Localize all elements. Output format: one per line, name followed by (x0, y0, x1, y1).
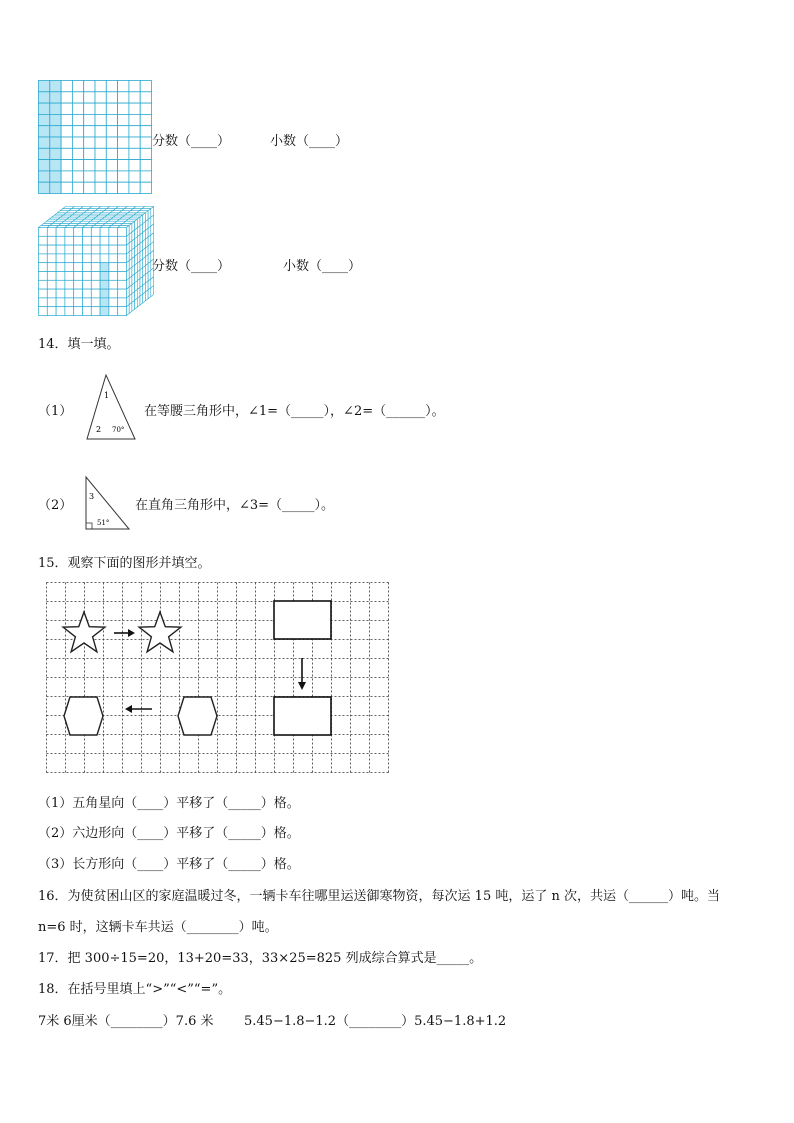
cube-front-cell (56, 245, 65, 254)
cube-front-cell (83, 289, 92, 298)
grid-cell (50, 148, 61, 159)
cube-front-cell (47, 254, 56, 263)
q18-item-2: 5.45−1.8−1.2（________）5.45−1.8+1.2 (244, 1014, 507, 1029)
cube-front-cell (47, 263, 56, 272)
grid-cell (72, 171, 83, 182)
cube-front-cell (56, 254, 65, 263)
cube-front-cell (118, 280, 127, 289)
grid-cell (39, 148, 50, 159)
grid-cell (129, 137, 140, 148)
q14-part1-text: 在等腰三角形中，∠1=（_____），∠2=（______）。 (144, 404, 445, 419)
cube-front-cell (118, 228, 127, 237)
rectangle-original (274, 601, 331, 639)
cube-front-cell (65, 245, 74, 254)
cube-front-cell (118, 236, 127, 245)
translation-grid-figure (46, 582, 389, 773)
cube-side-cell (135, 298, 138, 309)
cube-front-cell (47, 272, 56, 281)
grid-cell (140, 171, 151, 182)
cube-front-cell (100, 280, 109, 289)
cube-front-cell (109, 245, 118, 254)
cube-front-cell (83, 280, 92, 289)
q15-line-1: （1）五角星向（____）平移了（_____）格。 (38, 796, 300, 811)
cube-front-cell (39, 254, 48, 263)
cube-front-cell (100, 307, 109, 316)
grid-cell (72, 160, 83, 171)
cube-side-cell (145, 290, 148, 301)
grid-cell (72, 103, 83, 114)
cube-side-cell (148, 288, 151, 299)
cube-front-cell (74, 263, 83, 272)
grid-cell (61, 148, 72, 159)
star-translated (139, 612, 181, 652)
grid-cell (129, 103, 140, 114)
cube-side-cell (129, 303, 132, 314)
cube-front-cell (100, 263, 109, 272)
cube-front-cell (83, 254, 92, 263)
cube-front-cell (74, 245, 83, 254)
q16-line-2: n=6 时，这辆卡车共运（________）吨。 (38, 920, 278, 935)
grid-cell (61, 81, 72, 92)
grid-cell (129, 148, 140, 159)
cube-front-cell (56, 236, 65, 245)
q17-text: 17．把 300÷15=20，13+20=33，33×25=825 列成综合算式是_____。 (38, 951, 483, 966)
grid-cell (106, 160, 117, 171)
cube-side-cell (151, 286, 154, 297)
cube-front-cell (65, 236, 74, 245)
grid-cell (118, 103, 129, 114)
grid-cell (61, 137, 72, 148)
grid-cell (72, 81, 83, 92)
cube-front-cell (118, 254, 127, 263)
cube-front-cell (39, 263, 48, 272)
right-triangle-figure (84, 476, 130, 530)
cube-front-cell (47, 307, 56, 316)
cube-front-cell (100, 298, 109, 307)
grid-cell (61, 126, 72, 137)
grid-cell (61, 92, 72, 103)
cube-front-cell (65, 280, 74, 289)
grid-cell (50, 137, 61, 148)
grid-cell (118, 92, 129, 103)
grid-cell (118, 126, 129, 137)
grid-cell (84, 126, 95, 137)
left-arrow-head (125, 705, 132, 713)
angle-3-label: 3 (89, 492, 95, 501)
grid-cell (39, 182, 50, 193)
cube-front-cell (91, 263, 100, 272)
thousand-cube-figure (38, 205, 152, 321)
grid-cell (140, 103, 151, 114)
grid-cell (129, 182, 140, 193)
cube-side-cell (127, 305, 130, 316)
grid-cell (118, 114, 129, 125)
grid-cell (106, 81, 117, 92)
grid-cell (50, 114, 61, 125)
q16-line-1: 16．为使贫困山区的家庭温暖过冬，一辆卡车往哪里运送御寒物资，每次运 15 吨，运了 n 次，共运（______）吨。当 (38, 889, 720, 904)
cube-front-cell (83, 272, 92, 281)
grid-cell (129, 160, 140, 171)
cube-front-cell (118, 289, 127, 298)
cube-front-cell (91, 289, 100, 298)
angle-51-label: 51° (97, 519, 110, 527)
cube-front-cell (100, 245, 109, 254)
grid-cell (118, 137, 129, 148)
grid-cell (140, 126, 151, 137)
grid-cell (106, 126, 117, 137)
cube-front-cell (39, 298, 48, 307)
grid-cell (39, 92, 50, 103)
grid-cell (50, 160, 61, 171)
star-original (63, 612, 105, 652)
grid-cell (106, 114, 117, 125)
grid-cell (39, 114, 50, 125)
grid-cell (50, 171, 61, 182)
cube-front-cell (83, 263, 92, 272)
cube-front-cell (109, 289, 118, 298)
cube-front-cell (100, 236, 109, 245)
cube-front-cell (74, 289, 83, 298)
cube-front-cell (39, 228, 48, 237)
grid-cell (84, 171, 95, 182)
cube-front-cell (65, 272, 74, 281)
grid-cell (140, 148, 151, 159)
cube-front-cell (109, 272, 118, 281)
grid-cell (39, 171, 50, 182)
grid-cell (50, 103, 61, 114)
grid-cell (140, 182, 151, 193)
grid-cell (95, 182, 106, 193)
cube-front-cell (39, 236, 48, 245)
cube-front-cell (47, 289, 56, 298)
grid-fraction-label: 分数（____） (152, 134, 231, 149)
grid-cell (106, 103, 117, 114)
cube-front-cell (56, 289, 65, 298)
grid-cell (61, 114, 72, 125)
cube-front-cell (118, 245, 127, 254)
cube-front-cell (74, 254, 83, 263)
cube-front-cell (56, 280, 65, 289)
cube-front-cell (56, 307, 65, 316)
cube-front-cell (109, 298, 118, 307)
grid-cell (118, 182, 129, 193)
grid-cell (50, 182, 61, 193)
grid-cell (95, 171, 106, 182)
cube-front-cell (39, 280, 48, 289)
cube-front-cell (91, 245, 100, 254)
cube-front-cell (39, 289, 48, 298)
cube-front-cell (118, 307, 127, 316)
cube-front-cell (83, 298, 92, 307)
cube-front-cell (100, 272, 109, 281)
grid-cell (84, 114, 95, 125)
grid-cell (61, 182, 72, 193)
grid-cell (61, 171, 72, 182)
cube-front-cell (47, 298, 56, 307)
grid-cell (106, 148, 117, 159)
cube-front-cell (91, 272, 100, 281)
cube-front-cell (109, 263, 118, 272)
cube-front-cell (83, 307, 92, 316)
cube-fraction-label: 分数（____） (152, 259, 231, 274)
cube-front-cell (91, 236, 100, 245)
grid-decimal-label: 小数（____） (270, 134, 349, 149)
right-angle-mark (86, 523, 92, 529)
grid-cell (72, 137, 83, 148)
grid-cell (95, 148, 106, 159)
q18-item-1: 7米 6厘米（________）7.6 米 (38, 1014, 214, 1029)
cube-front-cell (74, 228, 83, 237)
grid-cell (106, 137, 117, 148)
q15-line-3: （3）长方形向（____）平移了（_____）格。 (38, 857, 300, 872)
cube-front-cell (56, 263, 65, 272)
grid-cell (129, 92, 140, 103)
cube-side-cell (137, 296, 140, 307)
cube-front-cell (74, 298, 83, 307)
grid-cell (39, 160, 50, 171)
cube-front-cell (109, 307, 118, 316)
grid-cell (118, 81, 129, 92)
cube-front-cell (91, 298, 100, 307)
cube-side-cell (140, 294, 143, 305)
cube-side-cell (132, 300, 135, 311)
cube-front-cell (65, 307, 74, 316)
isosceles-triangle-shape (87, 375, 135, 439)
q14-part2-text: 在直角三角形中，∠3=（_____）。 (135, 498, 335, 513)
grid-cell (140, 114, 151, 125)
grid-cell (84, 81, 95, 92)
cube-front-cell (39, 245, 48, 254)
cube-front-cell (74, 307, 83, 316)
isosceles-triangle-figure (86, 374, 136, 440)
grid-cell (95, 160, 106, 171)
grid-cell (61, 103, 72, 114)
grid-cell (72, 114, 83, 125)
cube-front-cell (109, 254, 118, 263)
grid-cell (39, 137, 50, 148)
q14-part2-number: （2） (38, 498, 73, 513)
cube-front-cell (39, 272, 48, 281)
cube-front-cell (47, 245, 56, 254)
cube-front-cell (91, 228, 100, 237)
cube-front-cell (100, 289, 109, 298)
grid-cell (129, 114, 140, 125)
cube-front-cell (47, 236, 56, 245)
cube-front-cell (109, 228, 118, 237)
cube-front-cell (74, 236, 83, 245)
grid-cell (50, 81, 61, 92)
grid-cell (84, 148, 95, 159)
cube-front-cell (65, 289, 74, 298)
cube-front-cell (47, 280, 56, 289)
grid-cell (50, 126, 61, 137)
right-arrow-head (128, 629, 135, 637)
cube-front-cell (118, 298, 127, 307)
q15-line-2: （2）六边形向（____）平移了（_____）格。 (38, 826, 300, 841)
cube-front-cell (118, 263, 127, 272)
hexagon-translated (64, 697, 103, 735)
grid-cell (39, 126, 50, 137)
cube-front-cell (100, 254, 109, 263)
grid-cell (140, 92, 151, 103)
cube-front-cell (65, 254, 74, 263)
grid-cell (72, 148, 83, 159)
grid-cell (95, 103, 106, 114)
grid-cell (61, 160, 72, 171)
cube-front-cell (109, 236, 118, 245)
cube-front-cell (83, 236, 92, 245)
cube-front-cell (109, 280, 118, 289)
cube-front-cell (83, 228, 92, 237)
grid-cell (140, 160, 151, 171)
cube-front-cell (91, 307, 100, 316)
grid-cell (50, 92, 61, 103)
grid-cell (39, 103, 50, 114)
angle-70-label: 70° (112, 426, 125, 434)
grid-cell (72, 182, 83, 193)
grid-cell (140, 137, 151, 148)
cube-front-cell (118, 272, 127, 281)
q15-title: 15．观察下面的图形并填空。 (38, 556, 211, 571)
grid-cell (129, 81, 140, 92)
cube-front-cell (100, 228, 109, 237)
angle-2-label: 2 (96, 425, 102, 434)
cube-front-cell (65, 298, 74, 307)
grid-cell (106, 171, 117, 182)
grid-cell (84, 160, 95, 171)
grid-cell (118, 160, 129, 171)
cube-front-cell (39, 307, 48, 316)
grid-cell (95, 137, 106, 148)
cube-front-cell (74, 272, 83, 281)
grid-cell (95, 92, 106, 103)
hexagon-original (178, 697, 217, 735)
grid-cell (84, 92, 95, 103)
cube-front-cell (74, 280, 83, 289)
cube-front-cell (91, 280, 100, 289)
cube-front-cell (83, 245, 92, 254)
grid-cell (106, 182, 117, 193)
grid-cell (84, 137, 95, 148)
angle-1-label: 1 (104, 391, 110, 400)
grid-cell (118, 148, 129, 159)
cube-front-cell (47, 228, 56, 237)
grid-cell (118, 171, 129, 182)
grid-cell (106, 92, 117, 103)
grid-cell (95, 114, 106, 125)
down-arrow-head (298, 682, 306, 690)
cube-front-cell (65, 228, 74, 237)
q14-part1-number: （1） (38, 404, 73, 419)
q18-title: 18．在括号里填上“>”“<”“=”。 (38, 982, 232, 997)
grid-cell (84, 182, 95, 193)
cube-front-cell (56, 272, 65, 281)
grid-cell (84, 103, 95, 114)
cube-front-cell (65, 263, 74, 272)
cube-decimal-label: 小数（____） (283, 259, 362, 274)
cube-front-cell (91, 254, 100, 263)
grid-cell (129, 126, 140, 137)
grid-cell (72, 126, 83, 137)
cube-side-cell (143, 292, 146, 303)
rectangle-translated (274, 697, 331, 735)
q14-title: 14．填一填。 (38, 337, 120, 352)
grid-cell (39, 81, 50, 92)
grid-cell (95, 81, 106, 92)
grid-cell (95, 126, 106, 137)
grid-cell (72, 92, 83, 103)
grid-cell (129, 171, 140, 182)
hundred-grid-figure (38, 80, 152, 194)
cube-front-cell (56, 298, 65, 307)
grid-cell (140, 81, 151, 92)
cube-front-cell (56, 228, 65, 237)
